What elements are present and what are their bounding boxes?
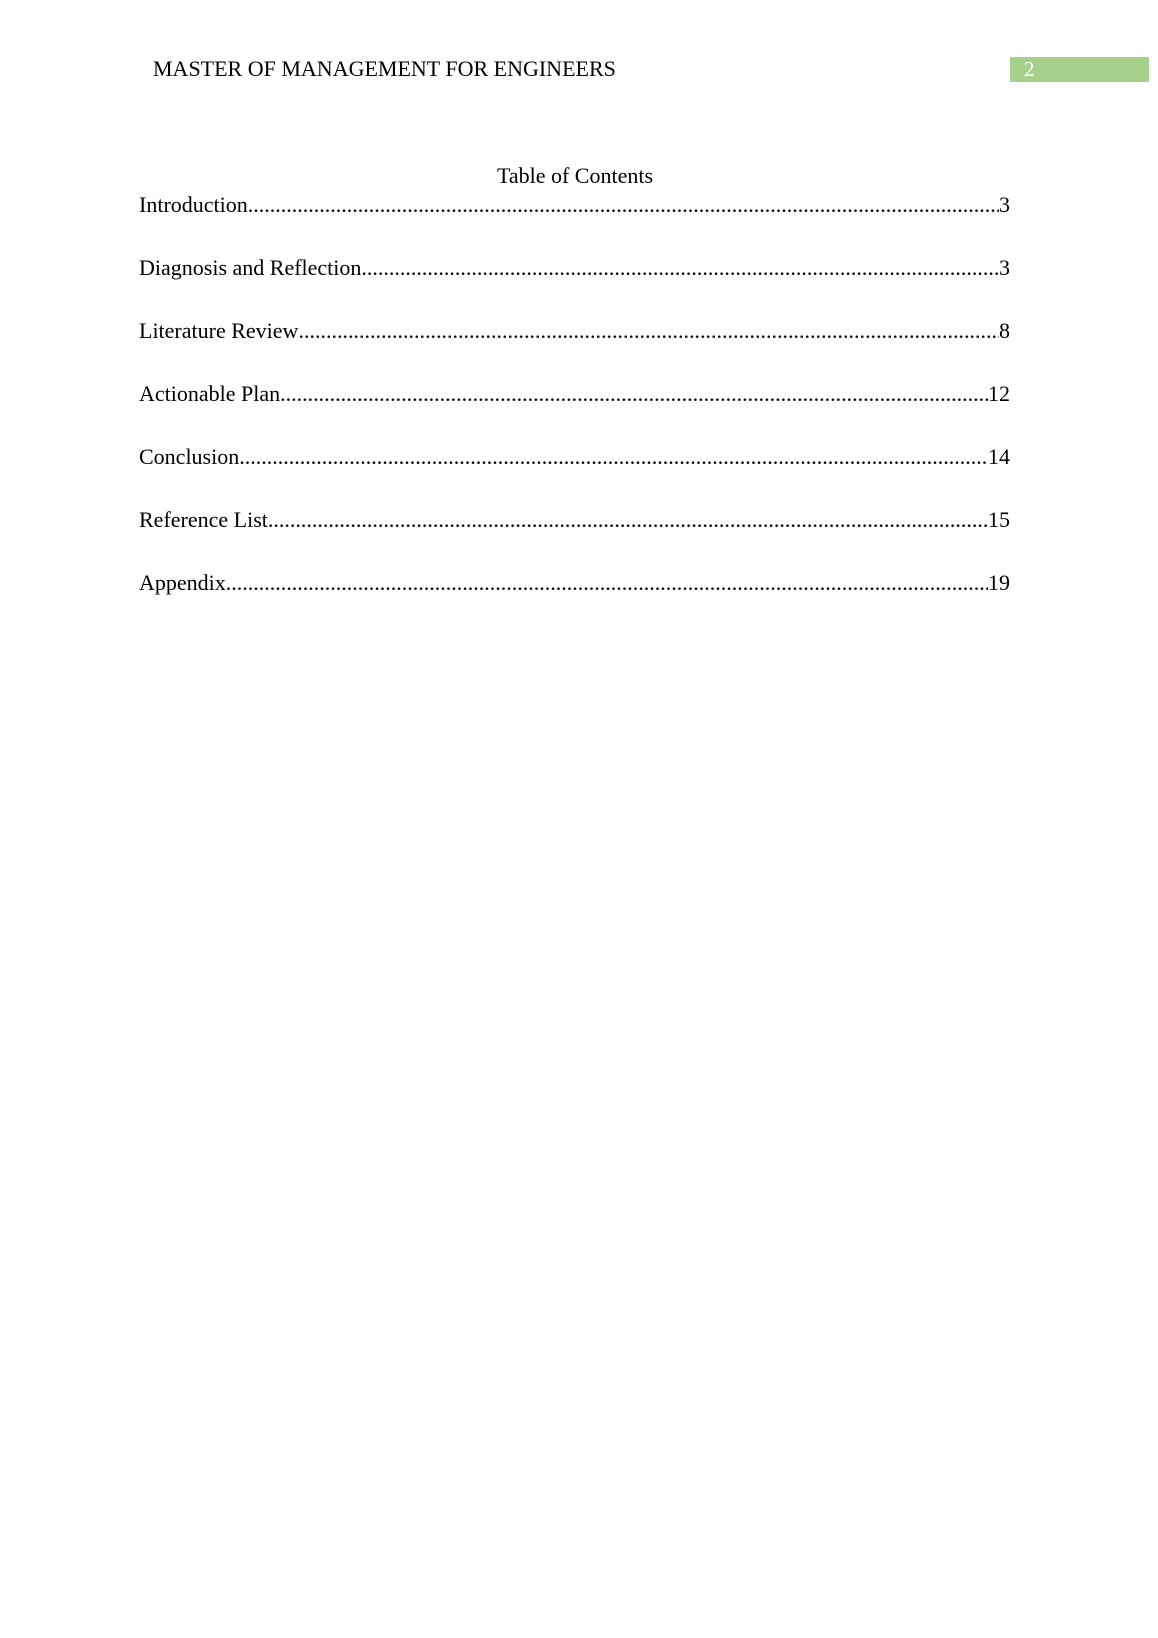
toc-entry-label: Appendix	[139, 570, 226, 595]
toc-entry-reference-list[interactable]	[139, 506, 1010, 569]
toc-entry-label: Diagnosis and Reflection	[139, 255, 362, 280]
toc-entry-page: 8	[999, 318, 1010, 343]
toc-entry-conclusion[interactable]	[139, 443, 1010, 506]
page-number: 2	[1024, 57, 1035, 81]
toc-dot-leader	[248, 191, 999, 219]
running-header-title: MASTER OF MANAGEMENT FOR ENGINEERS	[153, 56, 616, 81]
toc-entry-page: 15	[988, 507, 1010, 532]
toc-entry-page: 14	[988, 444, 1010, 469]
toc-entry-appendix[interactable]	[139, 569, 1010, 632]
toc-entry-page: 3	[999, 255, 1010, 280]
toc-entry-label: Conclusion	[139, 444, 240, 469]
table-of-contents	[139, 191, 1010, 632]
toc-dot-leader	[239, 443, 988, 471]
toc-entry-introduction[interactable]	[139, 191, 1010, 254]
toc-entry-label: Introduction	[139, 192, 248, 217]
toc-entry-label: Actionable Plan	[139, 381, 281, 406]
toc-dot-leader	[268, 506, 988, 534]
toc-dot-leader	[280, 380, 988, 408]
toc-heading: Table of Contents	[496, 163, 654, 188]
toc-entry-actionable-plan[interactable]	[139, 380, 1010, 443]
toc-dot-leader	[226, 569, 988, 597]
toc-entry-literature-review[interactable]	[139, 317, 1010, 380]
toc-dot-leader	[298, 317, 999, 345]
toc-entry-label: Reference List	[139, 507, 268, 532]
page-number-badge	[1010, 57, 1149, 82]
toc-entry-page: 12	[988, 381, 1010, 406]
toc-entry-page: 19	[988, 570, 1010, 595]
toc-entry-page: 3	[999, 192, 1010, 217]
toc-entry-label: Literature Review	[139, 318, 299, 343]
toc-dot-leader	[361, 254, 999, 282]
toc-entry-diagnosis-and-reflection[interactable]	[139, 254, 1010, 317]
